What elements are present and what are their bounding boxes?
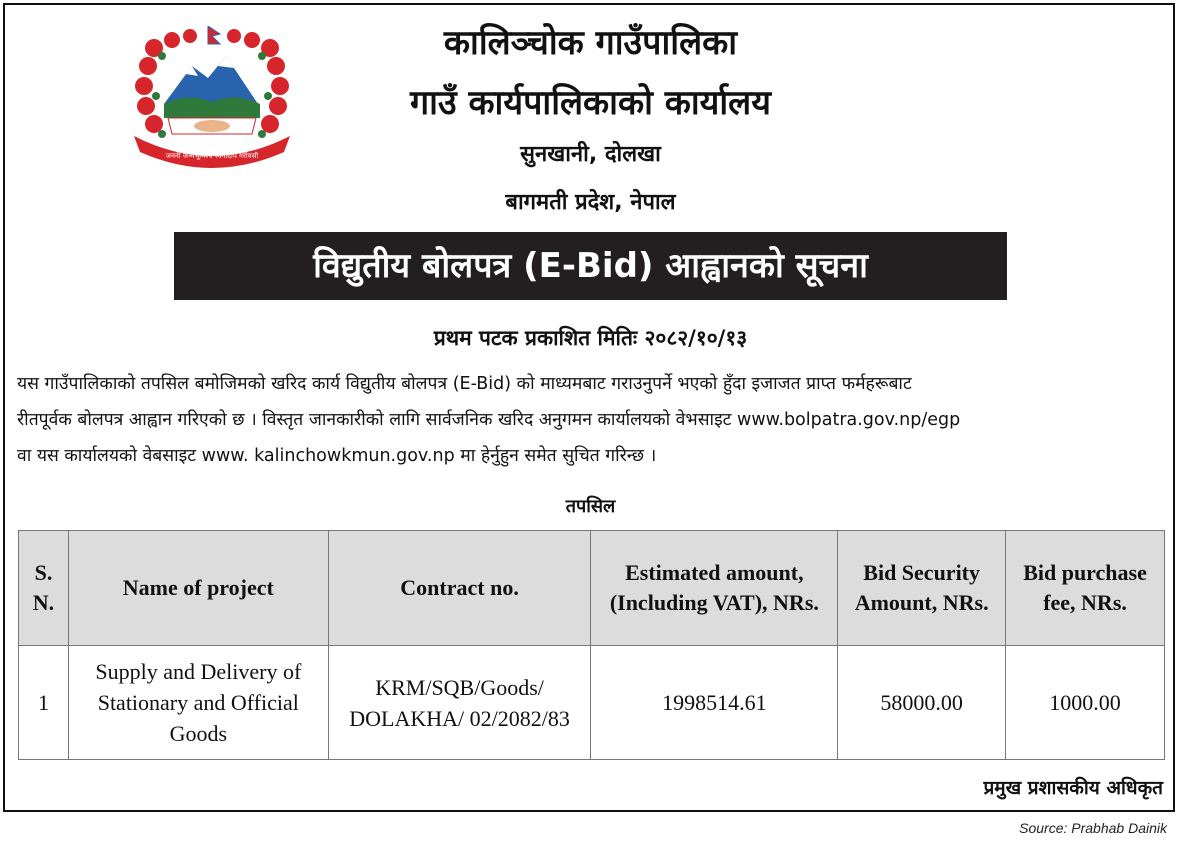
svg-text:जननी जन्मभूमिश्च स्वर्गादपि गर: जननी जन्मभूमिश्च स्वर्गादपि गरीयसी — [165, 152, 259, 160]
schedule-title: तपसिल — [565, 496, 616, 517]
source-credit: Source: Prabhab Dainik — [1019, 820, 1167, 836]
col-header-project: Name of project — [68, 531, 328, 646]
cell-estimated-amount: 1998514.61 — [591, 646, 838, 760]
cell-sn: 1 — [19, 646, 69, 760]
signatory-title: प्रमुख प्रशासकीय अधिकृत — [983, 777, 1163, 799]
body-line: यस गाउँपालिकाको तपसिल बमोजिमको खरिद कार्य विद्युतीय बोलपत्र (E-Bid) को माध्यमबाट गराउनुपर्ने भएको हुँदा इजाजत प्राप्त फर्महरूबाट — [17, 374, 912, 394]
table-header-row — [19, 531, 1165, 646]
cell-contract: KRM/SQB/Goods/ DOLAKHA/ 02/2082/83 — [328, 646, 591, 760]
col-header-sn: S. N. — [19, 531, 69, 646]
table-row — [19, 646, 1165, 760]
notice-title-banner: विद्युतीय बोलपत्र (E-Bid) आह्वानको सूचना — [174, 232, 1007, 300]
cell-purchase-fee: 1000.00 — [1006, 646, 1165, 760]
municipality-name: कालिञ्चोक गाउँपालिका — [443, 23, 738, 63]
cell-bid-security: 58000.00 — [838, 646, 1006, 760]
province-country: बागमती प्रदेश, नेपाल — [505, 190, 676, 215]
published-date: प्रथम पटक प्रकाशित मितिः २०८२/१०/१३ — [433, 326, 748, 350]
body-line: वा यस कार्यालयको वेबसाइट www. kalinchowkmun.gov.np मा हेर्नुहुन समेत सुचित गरिन्छ । — [17, 446, 657, 466]
col-header-contract: Contract no. — [328, 531, 591, 646]
col-header-estimated-amount: Estimated amount, (Including VAT), NRs. — [591, 531, 838, 646]
office-location: सुनखानी, दोलखा — [520, 142, 661, 167]
col-header-bid-security: Bid Security Amount, NRs. — [838, 531, 1006, 646]
col-header-purchase-fee: Bid purchase fee, NRs. — [1006, 531, 1165, 646]
notice-body — [17, 366, 1165, 474]
bid-schedule-table — [18, 530, 1165, 760]
office-name: गाउँ कार्यपालिकाको कार्यालय — [410, 83, 771, 123]
body-line: रीतपूर्वक बोलपत्र आह्वान गरिएको छ । विस्तृत जानकारीको लागि सार्वजनिक खरिद अनुगमन कार्यालयको वेभसाइट www.bolpatra.gov.np/egp — [17, 410, 961, 430]
cell-project: Supply and Delivery of Stationary and Official Goods — [68, 646, 328, 760]
